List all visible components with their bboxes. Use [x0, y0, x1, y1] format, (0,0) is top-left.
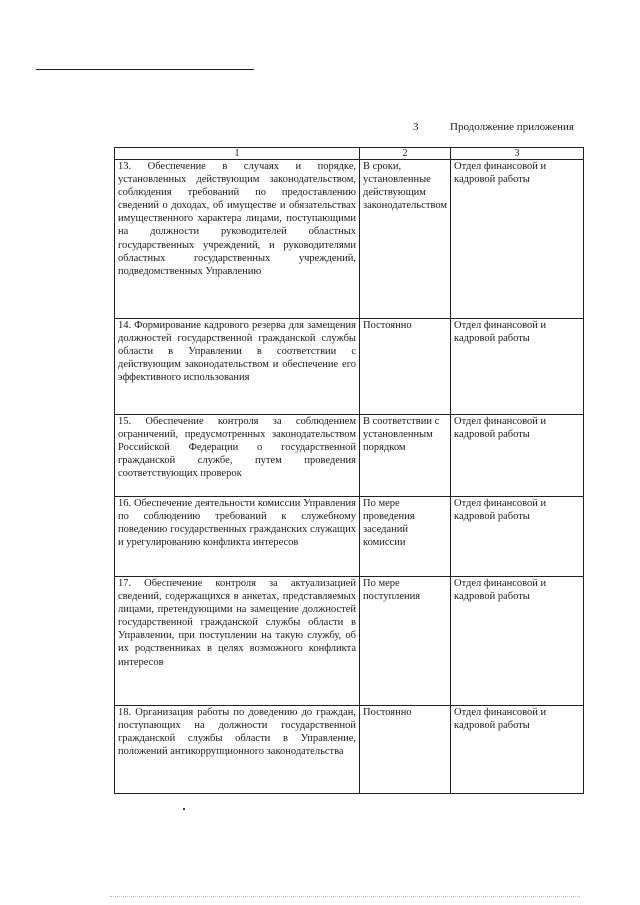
scan-noise-line: [110, 896, 580, 897]
measure-description: 14. Формирование кадрового резерва для замещения должностей государственной гражданской службы области в Управлении в соответствии с действующим законодательством и обеспечение его эффективного использования: [115, 319, 360, 415]
page-number: 3: [413, 121, 419, 133]
measure-description: 16. Обеспечение деятельности комиссии Управления по соблюдению требований к служебному поведению государственных гражданских служащих и урегулированию конфликта интересов: [115, 497, 360, 577]
measure-responsible: Отдел финансовой и кадровой работы: [451, 577, 584, 706]
column-number: 3: [451, 148, 584, 160]
measure-responsible: Отдел финансовой и кадровой работы: [451, 497, 584, 577]
measure-description: 13. Обеспечение в случаях и порядке, установленных действующим законодательством, соблюдения требований по предоставлению сведений о доходах, об имуществе и обязательствах имущественного характера лицами, поступающими на должности руководителей областных государственных учреждений, и руководителями областных государственных учреждений, подведомственных Управлению: [115, 160, 360, 319]
measure-term: По мере проведения заседаний комиссии: [360, 497, 451, 577]
measure-term: В соответствии с установленным порядком: [360, 415, 451, 497]
table-row: [115, 415, 584, 497]
page-header: [0, 121, 640, 135]
measure-term: В сроки, установленные действующим законодательством: [360, 160, 451, 319]
measure-description: 17. Обеспечение контроля за актуализацией сведений, содержащихся в анкетах, представляемых лицами, претендующими на замещение должностей государственной гражданской службы области в Управлении, при поступлении на такую службу, об их родственниках в целях возможного конфликта интересов: [115, 577, 360, 706]
table-row: [115, 160, 584, 319]
continuation-label: Продолжение приложения: [450, 121, 574, 133]
measure-responsible: Отдел финансовой и кадровой работы: [451, 706, 584, 794]
top-rule: [36, 69, 254, 70]
column-number: 2: [360, 148, 451, 160]
measure-description: 18. Организация работы по доведению до граждан, поступающих на должности государственной гражданской службы области в Управление, положений антикоррупционного законодательства: [115, 706, 360, 794]
column-number: 1: [115, 148, 360, 160]
measure-term: Постоянно: [360, 706, 451, 794]
measure-term: Постоянно: [360, 319, 451, 415]
measure-responsible: Отдел финансовой и кадровой работы: [451, 160, 584, 319]
measure-description: 15. Обеспечение контроля за соблюдением ограничений, предусмотренных законодательством Российской Федерации о государственной гражданской службе, путем проведения соответствующих проверок: [115, 415, 360, 497]
measure-term: По мере поступления: [360, 577, 451, 706]
table-row: [115, 319, 584, 415]
measures-table: [114, 147, 584, 794]
table-row: [115, 497, 584, 577]
table-row: [115, 577, 584, 706]
scan-speck: [183, 808, 185, 810]
column-number-row: [115, 148, 584, 160]
measure-responsible: Отдел финансовой и кадровой работы: [451, 415, 584, 497]
table-row: [115, 706, 584, 794]
measure-responsible: Отдел финансовой и кадровой работы: [451, 319, 584, 415]
